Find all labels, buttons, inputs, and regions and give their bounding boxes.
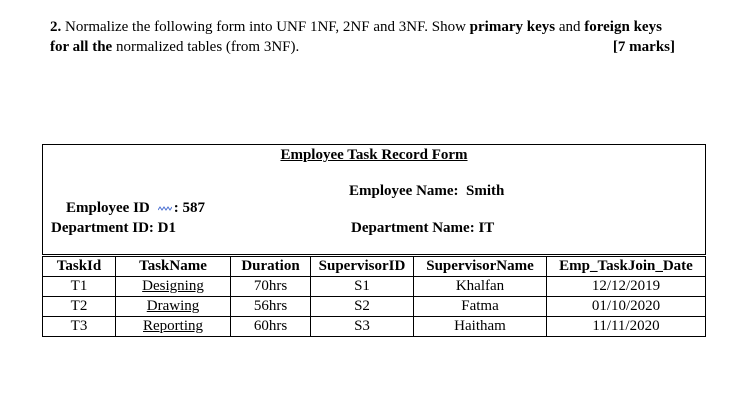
cell-supervisorid: S1: [311, 277, 414, 297]
employee-name-field: Employee Name: Smith: [349, 183, 505, 199]
cell-join-date: 11/11/2020: [547, 317, 706, 337]
cell-taskname: Designing: [116, 277, 231, 297]
cell-duration: 60hrs: [231, 317, 311, 337]
question-line: [50, 17, 675, 57]
header-supervisorname: SupervisorName: [414, 257, 547, 277]
header-supervisorid: SupervisorID: [311, 257, 414, 277]
department-name-field: Department Name: IT: [351, 220, 495, 236]
question-bold-primary-keys: primary keys: [469, 19, 556, 35]
question-text-part1: Normalize the following form into UNF 1NF, 2NF and 3NF. Show: [61, 19, 470, 35]
spellcheck-squiggle-icon: [158, 206, 172, 211]
question-text: [50, 17, 675, 57]
employee-task-form: [42, 144, 706, 255]
header-taskname: TaskName: [116, 257, 231, 277]
cell-taskid: T1: [43, 277, 116, 297]
cell-supervisorname: Fatma: [414, 297, 547, 317]
table-row: [43, 297, 706, 317]
cell-supervisorid: S2: [311, 297, 414, 317]
table-header-row: [43, 257, 706, 277]
cell-supervisorid: S3: [311, 317, 414, 337]
question-marks: [7 marks]: [612, 39, 675, 55]
question-text-part2: and: [555, 19, 585, 35]
cell-taskid: T3: [43, 317, 116, 337]
cell-taskname: Reporting: [116, 317, 231, 337]
cell-supervisorname: Khalfan: [414, 277, 547, 297]
employee-id-label: Employee ID: [66, 200, 150, 216]
question-number: 2.: [50, 19, 62, 35]
header-taskid: TaskId: [43, 257, 116, 277]
cell-duration: 56hrs: [231, 297, 311, 317]
cell-supervisorname: Haitham: [414, 317, 547, 337]
cell-join-date: 01/10/2020: [547, 297, 706, 317]
department-id-field: Department ID: D1: [51, 220, 176, 236]
question-bold-foreign-keys: foreign keys for all the: [50, 19, 662, 55]
task-table: [42, 256, 706, 337]
table-row: [43, 277, 706, 297]
cell-taskid: T2: [43, 297, 116, 317]
cell-duration: 70hrs: [231, 277, 311, 297]
cell-join-date: 12/12/2019: [547, 277, 706, 297]
header-emp-taskjoin-date: Emp_TaskJoin_Date: [547, 257, 706, 277]
form-title: Employee Task Record Form: [280, 147, 468, 163]
header-duration: Duration: [231, 257, 311, 277]
question-text-part3: normalized tables (from 3NF).: [112, 39, 300, 55]
employee-id-value: : 587: [173, 200, 205, 216]
cell-taskname: Drawing: [116, 297, 231, 317]
table-row: [43, 317, 706, 337]
